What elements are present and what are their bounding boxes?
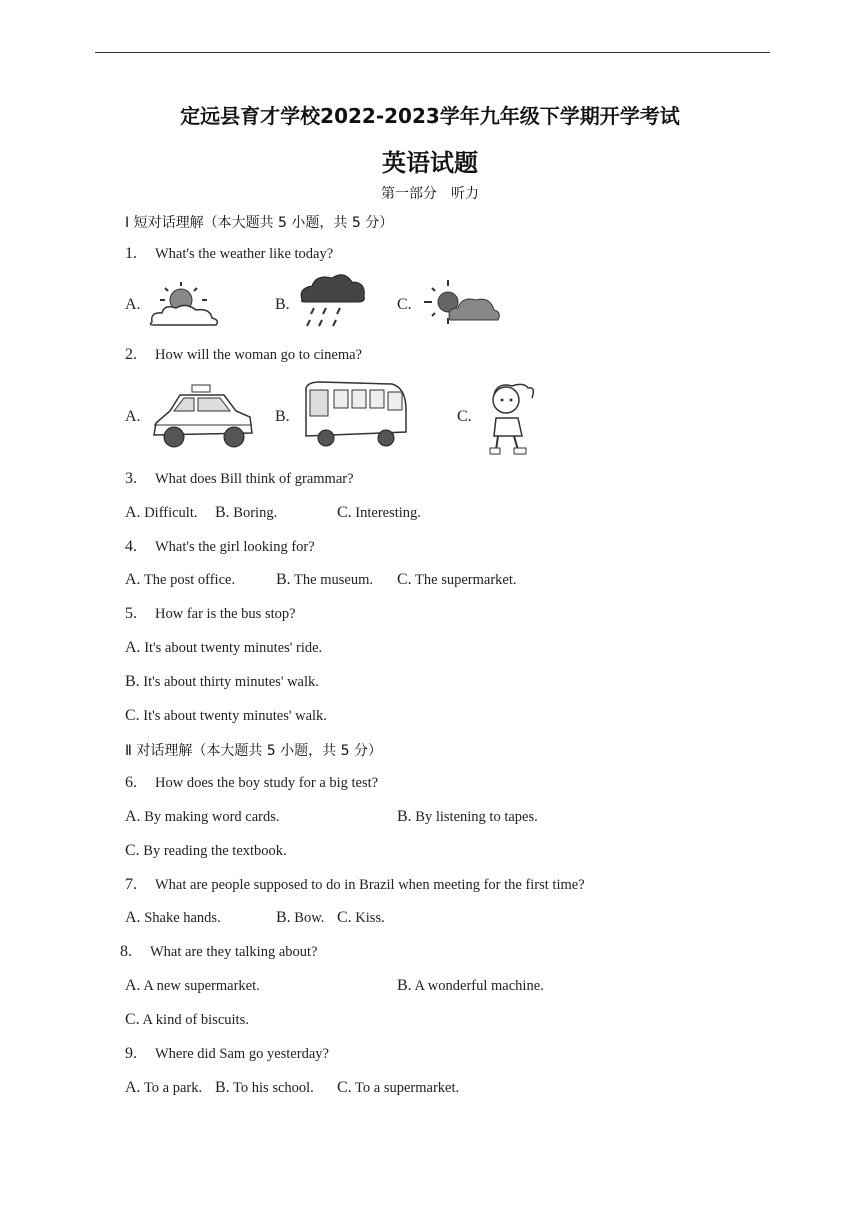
q9-option-c: C. To a supermarket. <box>337 1079 460 1096</box>
q7-option-b: B. Bow. <box>276 909 325 926</box>
question-1: 1. What's the weather like today? <box>125 245 334 262</box>
q2-option-c-label: C. <box>457 408 472 425</box>
q5-option-c: C. It's about twenty minutes' walk. <box>125 707 327 724</box>
q8-option-a: A. A new supermarket. <box>125 977 260 994</box>
q9-option-b: B. To his school. <box>215 1079 314 1096</box>
part-heading: 第一部分 听力 <box>381 186 479 202</box>
q5-option-b: B. It's about thirty minutes' walk. <box>125 673 319 690</box>
question-7: 7. What are people supposed to do in Brazil when meeting for the first time? <box>125 876 585 893</box>
q8-option-b: B. A wonderful machine. <box>397 977 544 994</box>
walking-girl-icon <box>484 378 542 458</box>
question-2: 2. How will the woman go to cinema? <box>125 346 362 363</box>
q6-option-a: A. By making word cards. <box>125 808 280 825</box>
bus-icon <box>300 380 410 450</box>
q4-option-b: B. The museum. <box>276 571 373 588</box>
question-6: 6. How does the boy study for a big test? <box>125 774 379 791</box>
question-9: 9. Where did Sam go yesterday? <box>125 1045 329 1062</box>
taxi-icon <box>150 383 256 451</box>
sunny-cloud-icon <box>146 280 222 330</box>
q5-option-a: A. It's about twenty minutes' ride. <box>125 639 323 656</box>
question-3: 3. What does Bill think of grammar? <box>125 470 354 487</box>
q4-option-c: C. The supermarket. <box>397 571 517 588</box>
exam-title: 定远县育才学校2022-2023学年九年级下学期开学考试 <box>180 104 680 128</box>
header-rule <box>95 52 770 53</box>
q7-option-c: C. Kiss. <box>337 909 385 926</box>
q8-option-c: C. A kind of biscuits. <box>125 1011 249 1028</box>
q9-option-a: A. To a park. <box>125 1079 203 1096</box>
q4-option-a: A. The post office. <box>125 571 236 588</box>
question-4: 4. What's the girl looking for? <box>125 538 315 555</box>
q1-option-b-label: B. <box>275 296 290 313</box>
exam-subtitle: 英语试题 <box>382 149 478 177</box>
question-8: 8. What are they talking about? <box>120 943 318 960</box>
q3-option-b: B. Boring. <box>215 504 278 521</box>
rain-cloud-icon <box>296 270 368 334</box>
q1-option-a-label: A. <box>125 296 141 313</box>
q7-option-a: A. Shake hands. <box>125 909 221 926</box>
partly-cloudy-icon <box>420 276 502 330</box>
question-5: 5. How far is the bus stop? <box>125 605 296 622</box>
q6-option-c: C. By reading the textbook. <box>125 842 287 859</box>
q2-option-a-label: A. <box>125 408 141 425</box>
q3-option-c: C. Interesting. <box>337 504 421 521</box>
q6-option-b: B. By listening to tapes. <box>397 808 538 825</box>
q1-option-c-label: C. <box>397 296 412 313</box>
q3-option-a: A. Difficult. <box>125 504 198 521</box>
section-heading-2: Ⅱ 对话理解（本大题共 5 小题，共 5 分） <box>125 743 382 759</box>
section-heading-1: Ⅰ 短对话理解（本大题共 5 小题，共 5 分） <box>125 215 394 231</box>
q2-option-b-label: B. <box>275 408 290 425</box>
